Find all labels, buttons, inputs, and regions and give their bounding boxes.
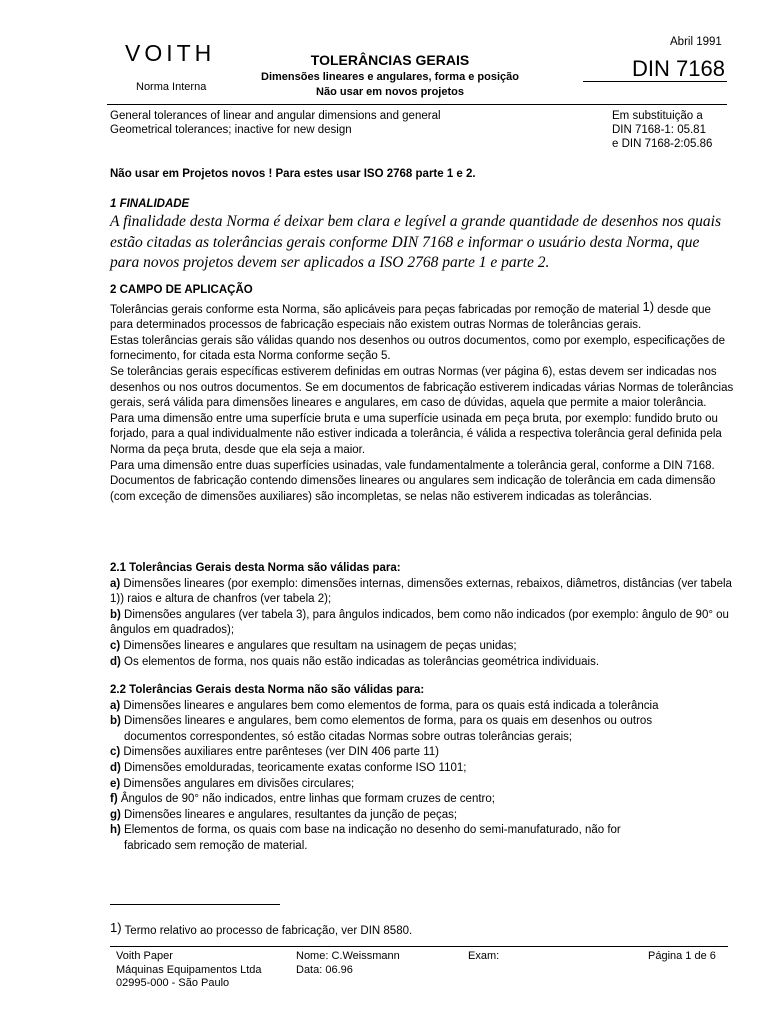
section-2-heading: 2 CAMPO DE APLICAÇÃO bbox=[110, 284, 253, 296]
footer-exam: Exam: bbox=[468, 950, 500, 962]
section-2-p6: Documentos de fabricação contendo dimensões lineares ou angulares sem indicação de tolerância em cada dimensão (com exceção de dimensões auxiliares) são incompletas, se nelas não estiverem indicadas as tolerâncias. bbox=[110, 475, 716, 503]
section-1-heading: 1 FINALIDADE bbox=[110, 198, 190, 210]
footer-author: Nome: C.Weissmann Data: 06.96 bbox=[296, 950, 400, 976]
list-item: b) Dimensões lineares e angulares, bem como elementos de forma, para os quais em desenhos ou outros bbox=[110, 715, 653, 728]
footnote-divider bbox=[110, 904, 280, 905]
list-item: d) Os elementos de forma, nos quais não estão indicadas as tolerâncias geométrica individuais. bbox=[110, 655, 600, 668]
list-item: c) Dimensões lineares e angulares que resultam na usinagem de peças unidas; bbox=[110, 639, 517, 652]
section-2-p2: Estas tolerâncias gerais são válidas quando nos desenhos ou outros documentos, como por exemplo, especificações de fornecimento, for citada esta Norma conforme seção 5. bbox=[110, 334, 725, 363]
header-divider bbox=[107, 104, 727, 105]
document-subtitle: Dimensões lineares e angulares, forma e posição bbox=[261, 71, 519, 83]
list-item: c) Dimensões auxiliares entre parênteses (ver DIN 406 parte 11) bbox=[110, 746, 439, 759]
section-2-1 bbox=[110, 561, 735, 670]
din-underline bbox=[583, 81, 727, 82]
document-subtitle-2: Não usar em novos projetos bbox=[316, 86, 464, 98]
page-number: Página 1 de 6 bbox=[648, 950, 716, 962]
section-2-2 bbox=[110, 683, 735, 855]
list-item: a) Dimensões lineares e angulares bem como elementos de forma, para os quais está indicada a tolerância bbox=[110, 699, 659, 712]
section-2 bbox=[110, 283, 735, 505]
voith-logo: VOITH bbox=[125, 40, 216, 66]
section-2-p3: Se tolerâncias gerais específicas estiverem definidas em outras Normas (ver página 6), estas devem ser indicadas nos desenhos ou nos outros documentos. Se em documentos de fabricação estiverem indicadas várias Normas de tolerâncias gerais, será válida para dimensões lineares e angulares, em caso de dúvidas, aquela que permite a maior tolerância. bbox=[110, 365, 734, 410]
substitution-note: Em substituição a DIN 7168-1: 05.81 e DIN 7168-2:05.86 bbox=[612, 110, 713, 150]
list-item: d) Dimensões emolduradas, teoricamente exatas conforme ISO 1101; bbox=[110, 761, 467, 774]
section-2-2-heading: 2.2 Tolerâncias Gerais desta Norma não são válidas para: bbox=[110, 684, 425, 696]
document-date: Abril 1991 bbox=[670, 36, 722, 48]
footer-company: Voith Paper Máquinas Equipamentos Ltda 02995-000 - São Paulo bbox=[116, 950, 262, 990]
english-title: General tolerances of linear and angular dimensions and general Geometrical tolerances; inactive for new design bbox=[110, 110, 441, 136]
list-item: b) Dimensões angulares (ver tabela 3), para ângulos indicados, bem como não indicados (por exemplo: ângulo de 90° ou ângulos em quadrados); bbox=[110, 608, 729, 637]
list-item-continuation: documentos correspondentes, só estão citadas Normas sobre outras tolerâncias gerais; bbox=[124, 730, 573, 743]
list-item-continuation: fabricado sem remoção de material. bbox=[124, 839, 308, 852]
section-2-1-heading: 2.1 Tolerâncias Gerais desta Norma são válidas para: bbox=[110, 562, 401, 574]
footnote: 1) Termo relativo ao processo de fabricação, ver DIN 8580. bbox=[110, 920, 413, 937]
footnote-ref: 1) bbox=[642, 298, 655, 314]
list-item: h) Elementos de forma, os quais com base na indicação no desenho do semi-manufaturado, não for bbox=[110, 824, 621, 837]
norma-interna-label: Norma Interna bbox=[136, 81, 207, 93]
section-2-p4: Para uma dimensão entre uma superfície bruta e uma superfície usinada em peça bruta, por exemplo: fundido bruto ou forjado, para a qual individualmente não estiver indicada a tolerância, é válida a respectiva tolerância geral definida pela Norma da peça bruta, desde que ela seja a maior. bbox=[110, 412, 722, 456]
list-item: g) Dimensões lineares e angulares, resultantes da junção de peças; bbox=[110, 808, 458, 821]
list-item: e) Dimensões angulares em divisões circulares; bbox=[110, 777, 355, 790]
din-number: DIN 7168 bbox=[632, 56, 725, 81]
list-item: a) Dimensões lineares (por exemplo: dimensões internas, dimensões externas, rebaixos, diâmetros, distâncias (ver tabela 1)) raios e altura de chanfros (ver tabela 2); bbox=[110, 577, 732, 606]
document-title: TOLERÂNCIAS GERAIS bbox=[310, 52, 470, 68]
footer-divider bbox=[110, 946, 728, 947]
section-2-p1: Tolerâncias gerais conforme esta Norma, são aplicáveis para peças fabricadas por remoção de material 1) desde que para determinados processos de fabricação especiais não existem outras Normas de tolerâncias gerais. bbox=[110, 298, 711, 332]
list-item: f) Ângulos de 90° não indicados, entre linhas que formam cruzes de centro; bbox=[110, 793, 495, 806]
section-1-text: A finalidade desta Norma é deixar bem clara e legível a grande quantidade de desenhos nos quais estão citadas as tolerâncias gerais conforme DIN 7168 e informar o usuário desta Norma, que para novos projetos devem ser aplicados a ISO 2768 parte 1 e parte 2. bbox=[110, 213, 722, 271]
warning-line: Não usar em Projetos novos ! Para estes usar ISO 2768 parte 1 e 2. bbox=[110, 168, 476, 180]
section-2-p5: Para uma dimensão entre duas superfícies usinadas, vale fundamentalmente a tolerância geral, conforme a DIN 7168. bbox=[110, 459, 715, 472]
